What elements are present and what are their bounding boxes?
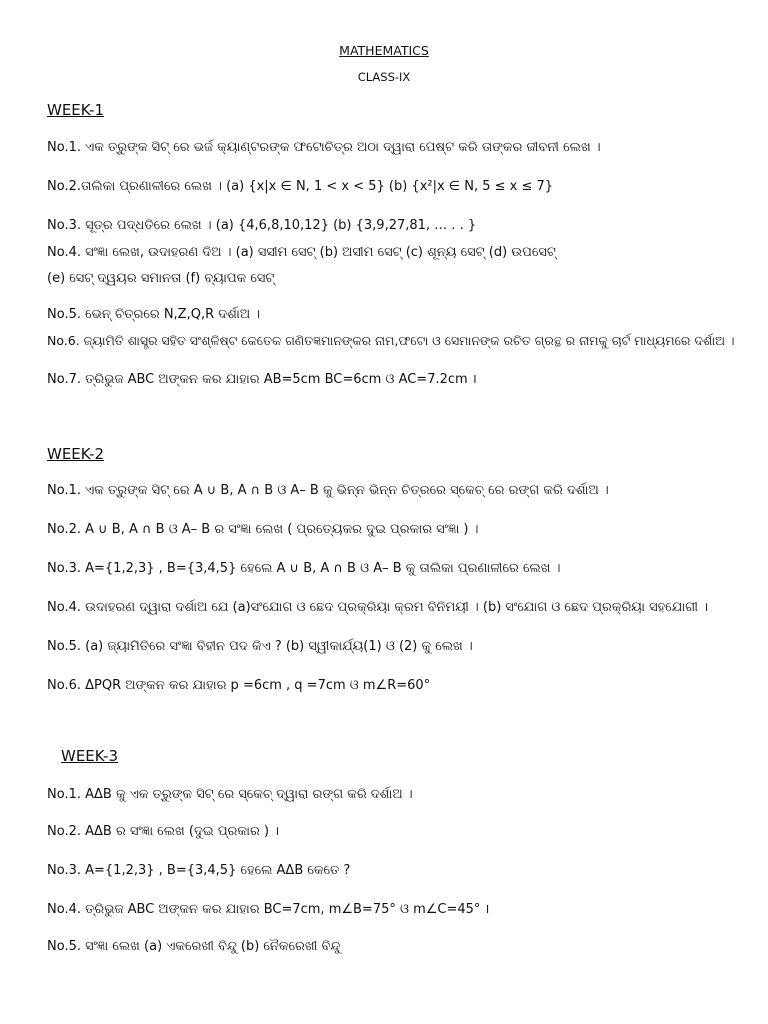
week-1-question-3: No.3. ସୂତ୍ର ପଦ୍ଧତିରେ ଲେଖ । (a) {4,6,8,10,12} (b) {3,9,27,81, … . . } bbox=[47, 218, 477, 233]
week-2-heading: WEEK-2 bbox=[47, 445, 105, 463]
week-2-question-3: No.3. A={1,2,3} , B={3,4,5} ହେଲେ A ∪ B, A ∩ B ଓ A– B କୁ ତାଲିକା ପ୍ରଣାଳୀରେ ଲେଖ । bbox=[47, 561, 561, 576]
week-2-question-5: No.5. (a) ଜ୍ୟାମିତିରେ ସଂଜ୍ଞା ବିହୀନ ପଦ କିଏ ? (b) ସ୍ୱୀକାର୍ଯ୍ୟ(1) ଓ (2) କୁ ଲେଖ । bbox=[47, 639, 473, 654]
subject-heading: MATHEMATICS bbox=[339, 43, 429, 58]
week-1-question-7: No.7. ତ୍ରିଭୁଜ ABC ଅଙ୍କନ କର ଯାହାର AB=5cm BC=6cm ଓ AC=7.2cm । bbox=[47, 372, 477, 387]
week-3-question-2: No.2. AΔB ର ସଂଜ୍ଞା ଲେଖ (ଦୁଇ ପ୍ରକାର ) । bbox=[47, 824, 280, 839]
week-3-question-1: No.1. AΔB କୁ ଏକ ତ୍ରୁଙ୍କ ସିଟ୍ ରେ ସ୍କେଚ୍ ଦ୍ୱାରା ରଙ୍ଗ କରି ଦର୍ଶାଅ । bbox=[47, 787, 413, 802]
week-1-question-6: No.6. ଜ୍ୟାମିତି ଶାସ୍ତ୍ର ସହିତ ସଂଶ୍ଳିଷ୍ଟ କେତେକ ଗଣିତଜ୍ଞମାନଙ୍କର ନାମ,ଫଟୋ ଓ ସେମାନଙ୍କ ରଚିତ ଗ୍ରନ୍ଥ ର ନାମକୁ ଚାର୍ଟ ମାଧ୍ୟମରେ ଦର୍ଶାଅ । bbox=[47, 333, 735, 348]
week-1-question-4: No.4. ସଂଜ୍ଞା ଲେଖ, ଉଦାହରଣ ଦିଅ । (a) ସସୀମ ସେଟ୍ (b) ଅସୀମ ସେଟ୍ (c) ଶୂନ୍ୟ ସେଟ୍ (d) ଉପସେଟ୍ bbox=[47, 245, 556, 260]
week-3-heading: WEEK-3 bbox=[61, 747, 119, 765]
week-3-question-3: No.3. A={1,2,3} , B={3,4,5} ହେଲେ AΔB କେତେ ? bbox=[47, 863, 351, 878]
week-2-question-1: No.1. ଏକ ତ୍ରୁଙ୍କ ସିଟ୍ ରେ A ∪ B, A ∩ B ଓ A– B କୁ ଭିନ୍ନ ଭିନ୍ନ ଚିତ୍ରରେ ସ୍କେଚ୍ ରେ ରଙ୍ଗ କରି ଦର୍ଶାଅ । bbox=[47, 483, 609, 498]
week-3-question-5: No.5. ସଂଜ୍ଞା ଲେଖ (a) ଏକରେଖୀ ବିନ୍ଦୁ (b) ନୈକରେଖୀ ବିନ୍ଦୁ bbox=[47, 939, 341, 954]
week-2-question-4: No.4. ଉଦାହରଣ ଦ୍ୱାରା ଦର୍ଶାଅ ଯେ (a)ସଂଯୋଗ ଓ ଛେଦ ପ୍ରକ୍ରିୟା କ୍ରମ ବିନିମୟୀ । (b) ସଂଯୋଗ ଓ ଛେଦ ପ୍ରକ୍ରିୟା ସହଯୋଗୀ । bbox=[47, 600, 708, 615]
week-1-question-4-continued: (e) ସେଟ୍ ଦ୍ୱୟର ସମାନତା (f) ବ୍ୟାପକ ସେଟ୍ bbox=[47, 271, 275, 286]
class-heading: CLASS-IX bbox=[357, 70, 411, 84]
week-2-question-2: No.2. A ∪ B, A ∩ B ଓ A– B ର ସଂଜ୍ଞା ଲେଖ ( ପ୍ରତ୍ୟେକର ଦୁଇ ପ୍ରକାର ସଂଜ୍ଞା ) । bbox=[47, 522, 479, 537]
week-1-question-1: No.1. ଏକ ତ୍ରୁଙ୍କ ସିଟ୍ ରେ ଭର୍ଜ କ୍ୟାଣ୍ଟରଙ୍କ ଫଟୋଚିତ୍ର ଅଠା ଦ୍ୱାରା ପେଷ୍ଟ କରି ତାଙ୍କର ଜୀବନୀ ଲେଖ । bbox=[47, 140, 601, 155]
week-1-heading: WEEK-1 bbox=[47, 101, 105, 119]
week-3-question-4: No.4. ତ୍ରିଭୁଜ ABC ଅଙ୍କନ କର ଯାହାର BC=7cm, m∠B=75° ଓ m∠C=45° । bbox=[47, 902, 490, 917]
week-2-question-6: No.6. ΔPQR ଅଙ୍କନ କର ଯାହାର p =6cm , q =7cm ଓ m∠R=60° bbox=[47, 678, 431, 693]
week-1-question-5: No.5. ଭେନ୍ ଚିତ୍ରରେ N,Z,Q,R ଦର୍ଶାଅ । bbox=[47, 307, 261, 322]
week-1-question-2: No.2.ତାଲିକା ପ୍ରଣାଳୀରେ ଲେଖ । (a) {x|x ∈ N, 1 < x < 5} (b) {x²|x ∈ N, 5 ≤ x ≤ 7} bbox=[47, 179, 554, 194]
